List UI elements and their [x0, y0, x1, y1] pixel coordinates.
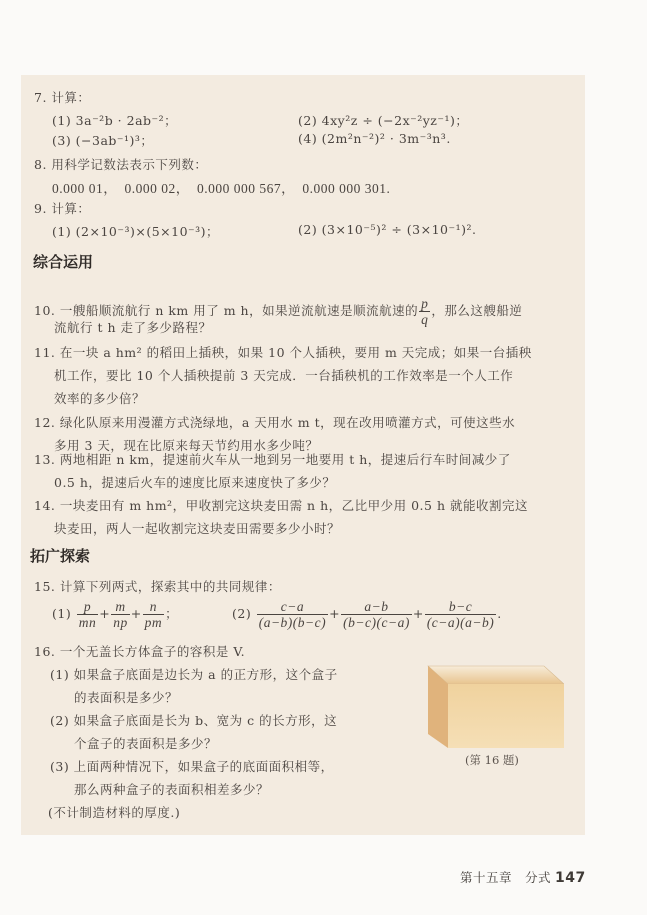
q8-values: 0.000 01， 0.000 02， 0.000 000 567， 0.000 000 301. [52, 181, 391, 196]
q11-line-3: 效率的多少倍？ [54, 391, 146, 406]
fraction [111, 599, 130, 630]
frac-numerator: b−c [425, 599, 496, 615]
q16-sub3-line1: (3) 上面两种情况下，如果盒子的底面面积相等， [50, 759, 334, 774]
q15-part-1: (1) $\frac{p}{mn}$ + $\frac{m}{np}$ + $\frac{n}{pm}$ ； [52, 599, 179, 630]
fraction [257, 599, 328, 630]
frac-denominator: q [421, 312, 429, 327]
q14-line-2: 块麦田，两人一起收割完这块麦田需要多少小时？ [54, 521, 341, 536]
frac-denominator: (c−a)(a−b) [426, 615, 495, 630]
frac-numerator: p [77, 599, 99, 615]
q10-fraction [419, 296, 430, 327]
q15-part2-label: (2) [232, 606, 252, 621]
q9-title: 9. 计算： [34, 201, 91, 216]
chapter-title: 第十五章 分式 [460, 870, 552, 885]
q12-line-2: 多用 3 天，现在比原来每天节约用水多少吨？ [54, 438, 319, 453]
page-footer [460, 868, 586, 886]
q16-title: 16. 一个无盖长方体盒子的容积是 V. [34, 644, 246, 659]
q7-title: 7. 计算： [34, 90, 91, 105]
q15-part2-end: . [497, 606, 502, 621]
q16-sub2-line1: (2) 如果盒子底面是长为 b、宽为 c 的长方形，这 [50, 713, 338, 728]
fraction [341, 599, 412, 630]
q9-item-1: (1) (2×10⁻³)×(5×10⁻³)； [52, 224, 220, 239]
frac-numerator: a−b [341, 599, 412, 615]
frac-denominator: (a−b)(b−c) [258, 615, 327, 630]
q15-title: 15. 计算下列两式，探索其中的共同规律： [34, 579, 281, 594]
figure-caption: (第 16 题) [465, 753, 519, 767]
frac-denominator: (b−c)(c−a) [343, 615, 410, 630]
q10-text-b: ，那么这艘船逆 [431, 303, 523, 318]
open-box-illustration [424, 664, 564, 748]
q15-part-2: (2) $\frac{c-a}{(a-b)(b-c)}$ + $\frac{a-b}{(b-c)(c-a)}$ + $\frac{b-c}{(c-a)(a-b)}$ . [232, 599, 502, 630]
q15-part1-label: (1) [52, 606, 72, 621]
q16-sub3-line2: 那么两种盒子的表面积相差多少？ [74, 782, 270, 797]
q16-sub2-line2: 个盒子的表面积是多少？ [74, 736, 218, 751]
q10-text-a: 10. 一艘船顺流航行 n km 用了 m h，如果逆流航速是顺流航速的 [34, 303, 419, 318]
fraction [425, 599, 496, 630]
frac-numerator: n [143, 599, 165, 615]
q16-note: (不计制造材料的厚度.) [48, 805, 181, 820]
frac-denominator: np [113, 615, 128, 630]
q12-line-1: 12. 绿化队原来用漫灌方式浇绿地，a 天用水 m t，现在改用喷灌方式，可使这些水 [34, 415, 516, 430]
q7-item-4: (4) (2m²n⁻²)² · 3m⁻³n³. [298, 131, 451, 146]
frac-denominator: pm [144, 615, 163, 630]
q8-title: 8. 用科学记数法表示下列数： [34, 157, 208, 172]
section-heading-explore: 拓广探索 [30, 547, 91, 565]
fraction [143, 599, 165, 630]
page-number: 147 [555, 870, 586, 886]
q10-line-2: 流航行 t h 走了多少路程？ [54, 320, 212, 335]
q7-item-3: (3) (−3ab⁻¹)³； [52, 133, 154, 148]
frac-numerator: m [111, 599, 130, 615]
q16-sub1-line1: (1) 如果盒子底面是边长为 a 的正方形，这个盒子 [50, 667, 338, 682]
section-heading-comprehensive: 综合运用 [33, 253, 94, 271]
frac-numerator: p [421, 296, 429, 311]
fraction [77, 599, 99, 630]
q13-line-1: 13. 两地相距 n km，提速前火车从一地到另一地要用 t h，提速后行车时间减少了 [34, 452, 511, 467]
q14-line-1: 14. 一块麦田有 m hm²，甲收割完这块麦田需 n h，乙比甲少用 0.5 h 就能收割完这 [34, 498, 528, 513]
frac-denominator: mn [78, 615, 97, 630]
q11-line-2: 机工作，要比 10 个人插秧提前 3 天完成．一台插秧机的工作效率是一个人工作 [54, 368, 514, 383]
q7-item-2: (2) 4xy²z ÷ (−2x⁻²yz⁻¹)； [298, 113, 469, 128]
q9-item-2: (2) (3×10⁻⁵)² ÷ (3×10⁻¹)². [298, 222, 477, 237]
q13-line-2: 0.5 h，提速后火车的速度比原来速度快了多少？ [54, 475, 336, 490]
q16-sub1-line2: 的表面积是多少？ [74, 690, 179, 705]
q15-part1-end: ； [165, 606, 179, 621]
q7-item-1: (1) 3a⁻²b · 2ab⁻²； [52, 113, 178, 128]
q11-line-1: 11. 在一块 a hm² 的稻田上插秧，如果 10 个人插秧，要用 m 天完成；如果一台插秧 [34, 345, 532, 360]
frac-numerator: c−a [257, 599, 328, 615]
